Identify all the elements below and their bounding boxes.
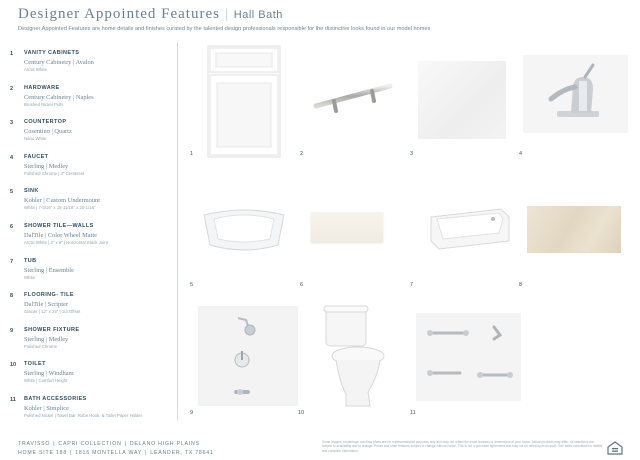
title-text: Designer Appointed Features [18, 6, 220, 22]
collection-name: CAPRI COLLECTION [58, 441, 122, 447]
feature-product: Sterling | Windham [24, 370, 74, 378]
page-subtitle: Designer Appointed Features are home details and finishes curated by the talented design professionals responsible for the distinctive looks found in our model homes [18, 26, 431, 32]
feature-item [10, 258, 172, 293]
feature-detail: Polished Nickel | Towel Bar, Robe Hook, & Toilet Paper Holder [24, 412, 143, 418]
home-site: HOME SITE 188 [18, 450, 68, 456]
shower-tile-image [311, 212, 383, 242]
footer-address [18, 440, 214, 458]
feature-product: Sterling | Medley [24, 162, 69, 170]
cabinet-pull-image [312, 76, 394, 116]
feature-item [10, 292, 172, 327]
toilet-image [318, 304, 386, 410]
feature-product: Century Cabinetry | Naples [24, 93, 94, 101]
city-state-zip: LEANDER, TX 78641 [150, 450, 214, 456]
image-label-6: 6 [300, 282, 304, 288]
feature-number: 5 [10, 189, 14, 196]
feature-category: SHOWER TILE—WALLS [24, 222, 94, 229]
feature-detail: Brushed Nickel Pulls [24, 101, 64, 107]
footer-separator: | [70, 450, 73, 456]
feature-detail: Glacier | 12" x 24" | 1/3 Offset [24, 309, 81, 315]
feature-product: Sterling | Medley [24, 335, 69, 343]
feature-category: TUB [24, 257, 37, 264]
feature-detail: White | Comfort Height [24, 378, 68, 384]
legal-disclaimer: Some images, renderings, and floor plans are for representational purposes only and may not reflect the exact features or dimensions of your home. Actual products may differ. All selections are subject to availability and to change. Prices and other features subject to change without notice. This is not a purchase agreement and may not be relied upon as such. See sales consultant for details and complete information. [322, 440, 603, 453]
feature-detail: White | 7-3/16" x 15-11/16" x 20-1/16" [24, 205, 96, 211]
feature-number: 1 [10, 51, 14, 57]
page-title [18, 6, 630, 23]
footer-separator: | [53, 441, 56, 447]
equal-housing-opportunity-icon [607, 441, 623, 455]
feature-number: 7 [10, 258, 14, 265]
feature-number: 6 [10, 223, 14, 230]
feature-detail: Arctic White [24, 67, 47, 72]
vertical-divider [177, 42, 178, 420]
vanity-cabinet-image [207, 45, 281, 158]
bath-accessories-image [416, 313, 521, 401]
feature-product: Sterling | Ensemble [24, 266, 74, 274]
floor-tile-image [527, 206, 621, 253]
feature-item [10, 119, 172, 154]
feature-category: HARDWARE [24, 84, 60, 91]
sink-image [198, 205, 290, 255]
feature-item [10, 188, 172, 223]
feature-number: 4 [10, 154, 14, 161]
feature-detail: Nano White [24, 136, 47, 142]
feature-product: DalTile | Color Wheel Matte [24, 231, 97, 239]
footer-line-2 [18, 449, 214, 458]
feature-item [10, 154, 172, 189]
footer-separator: | [145, 450, 148, 456]
plan-name: DELANO HIGH PLAINS [129, 441, 200, 447]
feature-product: Cosentino | Quartz [24, 128, 72, 136]
image-label-2: 2 [300, 151, 304, 157]
page-header [18, 6, 630, 32]
feature-category: TOILET [24, 361, 46, 368]
feature-detail: Polished Chrome | 4" Centerset [24, 170, 85, 176]
image-label-11: 11 [410, 410, 416, 416]
feature-detail: Arctic White | 3" x 6" | Horizontal Stack Joint [24, 239, 108, 245]
feature-item [10, 361, 172, 396]
image-label-9: 9 [190, 410, 194, 416]
image-label-8: 8 [519, 282, 523, 288]
feature-number: 10 [10, 362, 17, 369]
feature-item [10, 50, 172, 85]
feature-number: 9 [10, 327, 14, 334]
image-label-4: 4 [519, 151, 523, 157]
feature-category: VANITY CABINETS [24, 50, 80, 56]
feature-product: DalTile | Scripter [24, 301, 68, 309]
countertop-swatch-image [418, 61, 506, 139]
feature-category: SINK [24, 188, 39, 195]
feature-product: Century Cabinetry | Avalon [24, 59, 94, 66]
feature-category: FAUCET [24, 153, 49, 160]
feature-number: 2 [10, 85, 14, 92]
feature-item [10, 85, 172, 120]
feature-number: 8 [10, 293, 14, 300]
image-label-5: 5 [190, 282, 194, 288]
room-name: Hall Bath [233, 9, 283, 21]
shower-fixture-image [198, 306, 298, 406]
feature-product: Kohler | Simplice [24, 404, 69, 412]
feature-product: Kohler | Custom Undermount [24, 197, 101, 205]
feature-detail: White [24, 274, 35, 280]
feature-number: 3 [10, 120, 14, 127]
feature-item [10, 327, 172, 362]
faucet-image [523, 55, 628, 133]
feature-category: COUNTERTOP [24, 119, 67, 126]
feature-item [10, 396, 172, 431]
feature-detail: Polished Chrome [24, 343, 57, 349]
title-separator: | [224, 7, 229, 22]
image-label-1: 1 [190, 151, 194, 157]
footer-separator: | [124, 441, 127, 447]
street-address: 1816 MONTELLA WAY [75, 450, 143, 456]
community-name: TRAVISSO [18, 441, 51, 447]
image-label-3: 3 [410, 151, 414, 157]
feature-category: BATH ACCESSORIES [24, 395, 87, 402]
feature-category: FLOORING- TILE [24, 292, 74, 299]
footer-line-1 [18, 440, 214, 449]
tub-image [427, 205, 513, 253]
image-label-7: 7 [410, 282, 414, 288]
feature-item [10, 223, 172, 258]
feature-list [10, 50, 172, 431]
feature-category: SHOWER FIXTURE [24, 326, 80, 333]
image-label-10: 10 [298, 410, 305, 416]
feature-number: 11 [10, 396, 16, 403]
